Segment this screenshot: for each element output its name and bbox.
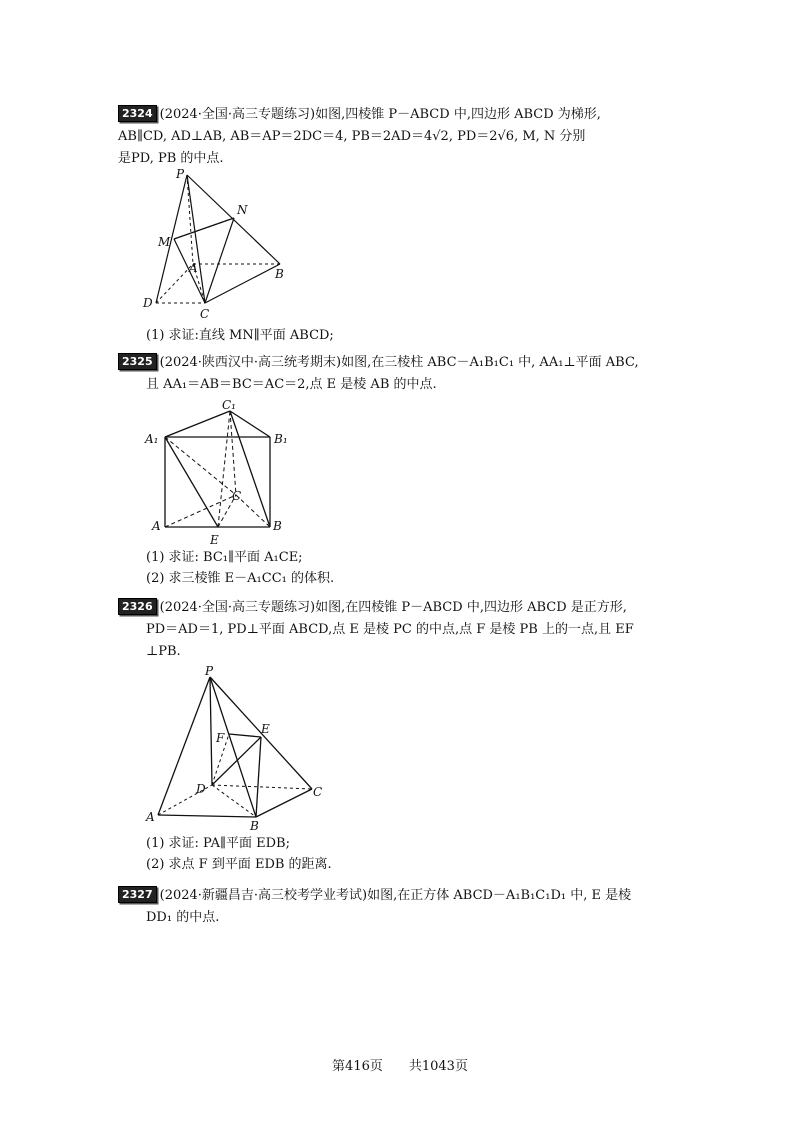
question-line: (2) 求点 F 到平面 EDB 的距离. [146,857,332,872]
vertex-label-m: M [158,235,171,249]
problem-2327 [118,885,678,929]
problem-text-line: (2024·陕西汉中·高三统考期末)如图,在三棱柱 ABC－A₁B₁C₁ 中, AA₁⊥平面 ABC, [159,355,639,370]
figure-2325-prism [140,392,300,550]
question-line: (1) 求证: PA∥平面 EDB; [146,836,290,851]
vertex-label-n: N [237,203,248,217]
problem-number-badge: 2325 [118,353,157,370]
problem-2325 [118,352,678,396]
figure-2326-pyramid [140,660,340,835]
problem-text-line: AB∥CD, AD⊥AB, AB＝AP＝2DC＝4, PB＝2AD＝4√2, PD＝2√6, M, N 分别 [118,129,586,144]
problem-text-line: 是PD, PB 的中点. [118,151,224,166]
figure-2324-pyramid [130,162,310,322]
question-line: (2) 求三棱锥 E－A₁CC₁ 的体积. [146,571,335,586]
problem-text-line: (2024·新疆昌吉·高三校考学业考试)如图,在正方体 ABCD－A₁B₁C₁D₁ 中, E 是棱 [159,888,632,903]
vertex-label-b: B [275,267,284,281]
problem-text-line: ⊥PB. [146,644,181,659]
problem-number-badge: 2326 [118,598,157,615]
vertex-label-c: C [232,489,242,503]
page-footer: 第416页 共1043页 [332,1059,468,1074]
vertex-label-f: F [216,731,225,745]
problem-2326 [118,597,678,663]
vertex-label-b: B [273,519,282,533]
question-line: (1) 求证: BC₁∥平面 A₁CE; [146,550,303,565]
vertex-label-a: A [146,810,155,824]
problem-text-line: DD₁ 的中点. [146,910,220,925]
vertex-label-p: P [176,167,185,181]
question-line: (1) 求证:直线 MN∥平面 ABCD; [146,328,334,343]
problem-number-badge: 2327 [118,886,157,903]
vertex-label-p: P [205,664,214,678]
problem-text-line: (2024·全国·高三专题练习)如图,四棱锥 P－ABCD 中,四边形 ABCD 为梯形, [159,107,601,122]
problem-text-line: (2024·全国·高三专题练习)如图,在四棱锥 P－ABCD 中,四边形 ABCD 是正方形, [159,600,627,615]
vertex-label-c: C [313,785,323,799]
vertex-label-e: E [210,533,219,547]
problem-2324 [118,104,678,170]
vertex-label-d: D [143,296,153,310]
vertex-label-b: B [250,819,259,833]
problem-number-badge: 2324 [118,105,157,122]
vertex-label-b1: B₁ [274,432,288,446]
problem-text-line: 且 AA₁＝AB＝BC＝AC＝2,点 E 是棱 AB 的中点. [146,377,437,392]
vertex-label-c: C [200,307,210,321]
vertex-label-a: A [152,519,161,533]
vertex-label-a1: A₁ [145,432,159,446]
vertex-label-c1: C₁ [222,398,236,412]
vertex-label-a: A [189,261,198,275]
problem-text-line: PD＝AD＝1, PD⊥平面 ABCD,点 E 是棱 PC 的中点,点 F 是棱 PB 上的一点,且 EF [146,622,634,637]
vertex-label-e: E [261,722,270,736]
vertex-label-d: D [196,782,206,796]
